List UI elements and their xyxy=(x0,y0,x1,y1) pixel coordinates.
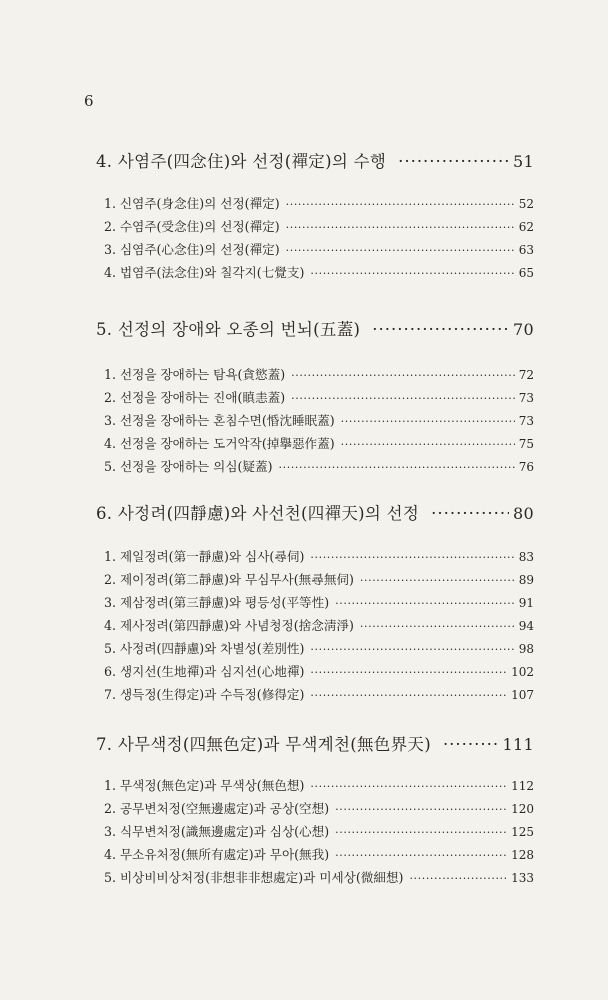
entry-title: 4. 법염주(法念住)와 칠각지(七覺支) xyxy=(104,265,305,280)
entry-page: 102 xyxy=(511,665,534,679)
section-page: 70 xyxy=(513,320,534,339)
entry-title: 4. 제사정려(第四靜慮)와 사념청정(捨念淸淨) xyxy=(104,618,354,633)
entry-page: 72 xyxy=(518,368,534,382)
toc-entry xyxy=(104,798,534,818)
section-page: 111 xyxy=(502,735,534,754)
dot-leader xyxy=(286,244,515,257)
entry-page: 52 xyxy=(518,197,534,211)
entry-page: 94 xyxy=(518,619,534,633)
dot-leader xyxy=(360,620,515,633)
toc-entry xyxy=(104,615,534,635)
entry-page: 133 xyxy=(511,871,534,885)
dot-leader xyxy=(286,198,515,211)
dot-leader xyxy=(310,689,507,702)
section-page: 51 xyxy=(513,152,534,171)
toc-entry xyxy=(104,433,534,453)
entry-title: 3. 식무변처정(識無邊處定)과 심상(心想) xyxy=(104,824,330,839)
dot-leader xyxy=(431,504,509,523)
dot-leader xyxy=(335,597,515,610)
section-title: 4. 사염주(四念住)와 선정(禪定)의 수행 xyxy=(96,152,387,171)
entry-page: 107 xyxy=(511,688,534,702)
toc-entry xyxy=(104,364,534,384)
dot-leader xyxy=(335,826,507,839)
entry-title: 3. 선정을 장애하는 혼침수면(惛沈睡眠蓋) xyxy=(104,413,335,428)
entry-page: 73 xyxy=(518,414,534,428)
toc-entry xyxy=(104,844,534,864)
dot-leader xyxy=(372,320,509,339)
dot-leader xyxy=(279,461,515,474)
entry-title: 4. 무소유처정(無所有處定)과 무아(無我) xyxy=(104,847,330,862)
toc-entry xyxy=(104,546,534,566)
dot-leader xyxy=(291,392,515,405)
section-heading xyxy=(96,731,534,755)
entry-page: 63 xyxy=(518,243,534,257)
dot-leader xyxy=(398,152,509,171)
toc-entry xyxy=(104,387,534,407)
entry-title: 1. 선정을 장애하는 탐욕(貪慾蓋) xyxy=(104,367,286,382)
section-page: 80 xyxy=(513,504,534,523)
toc-entry xyxy=(104,821,534,841)
entry-title: 2. 수염주(受念住)의 선정(禪定) xyxy=(104,219,280,234)
entry-page: 91 xyxy=(518,596,534,610)
dot-leader xyxy=(409,872,507,885)
section-heading xyxy=(96,316,534,340)
dot-leader xyxy=(310,780,507,793)
entry-page: 76 xyxy=(518,460,534,474)
entry-page: 83 xyxy=(518,550,534,564)
toc-entry xyxy=(104,684,534,704)
section-title: 7. 사무색정(四無色定)과 무색계천(無色界天) xyxy=(96,735,431,754)
dot-leader xyxy=(335,803,507,816)
toc-entry xyxy=(104,592,534,612)
toc-entry xyxy=(104,775,534,795)
entry-title: 3. 심염주(心念住)의 선정(禪定) xyxy=(104,242,280,257)
toc-entry xyxy=(104,410,534,430)
toc-entry xyxy=(104,867,534,887)
section-title: 6. 사정려(四靜慮)와 사선천(四禪天)의 선정 xyxy=(96,504,420,523)
entry-title: 2. 선정을 장애하는 진애(瞋恚蓋) xyxy=(104,390,286,405)
entry-title: 2. 제이정려(第二靜慮)와 무심무사(無尋無伺) xyxy=(104,572,354,587)
toc-entry xyxy=(104,239,534,259)
entry-page: 128 xyxy=(511,848,534,862)
dot-leader xyxy=(443,735,499,754)
toc-entry xyxy=(104,638,534,658)
entry-title: 5. 사정려(四靜慮)와 차별성(差別性) xyxy=(104,641,305,656)
entry-title: 5. 비상비비상처정(非想非非想處定)과 미세상(微細想) xyxy=(104,870,404,885)
entry-title: 7. 생득정(生得定)과 수득정(修得定) xyxy=(104,687,305,702)
entry-title: 1. 제일정려(第一靜慮)와 심사(尋伺) xyxy=(104,549,305,564)
toc-entry xyxy=(104,569,534,589)
entry-page: 112 xyxy=(511,779,534,793)
toc-entry xyxy=(104,216,534,236)
section-heading xyxy=(96,500,534,524)
toc-entry xyxy=(104,193,534,213)
entry-title: 3. 제삼정려(第三靜慮)와 평등성(平等性) xyxy=(104,595,330,610)
dot-leader xyxy=(341,438,515,451)
toc-entry xyxy=(104,262,534,282)
entry-title: 1. 무색정(無色定)과 무색상(無色想) xyxy=(104,778,305,793)
entry-page: 75 xyxy=(518,437,534,451)
dot-leader xyxy=(310,267,514,280)
section-title: 5. 선정의 장애와 오종의 번뇌(五蓋) xyxy=(96,320,361,339)
section-heading xyxy=(96,148,534,172)
toc-entry xyxy=(104,661,534,681)
entry-title: 4. 선정을 장애하는 도거악작(掉擧惡作蓋) xyxy=(104,436,335,451)
dot-leader xyxy=(335,849,507,862)
entry-page: 89 xyxy=(518,573,534,587)
entry-page: 73 xyxy=(518,391,534,405)
entry-title: 5. 선정을 장애하는 의심(疑蓋) xyxy=(104,459,273,474)
entry-title: 6. 생지선(生地禪)과 심지선(心地禪) xyxy=(104,664,305,679)
dot-leader xyxy=(360,574,515,587)
page-number: 6 xyxy=(84,92,94,110)
entry-page: 125 xyxy=(511,825,534,839)
entry-page: 98 xyxy=(518,642,534,656)
entry-page: 120 xyxy=(511,802,534,816)
entry-title: 2. 공무변처정(空無邊處定)과 공상(空想) xyxy=(104,801,330,816)
entry-title: 1. 신염주(身念住)의 선정(禪定) xyxy=(104,196,280,211)
dot-leader xyxy=(310,666,507,679)
entry-page: 62 xyxy=(518,220,534,234)
dot-leader xyxy=(310,551,514,564)
dot-leader xyxy=(291,369,515,382)
entry-page: 65 xyxy=(518,266,534,280)
toc-entry xyxy=(104,456,534,476)
dot-leader xyxy=(341,415,515,428)
dot-leader xyxy=(286,221,515,234)
dot-leader xyxy=(310,643,514,656)
